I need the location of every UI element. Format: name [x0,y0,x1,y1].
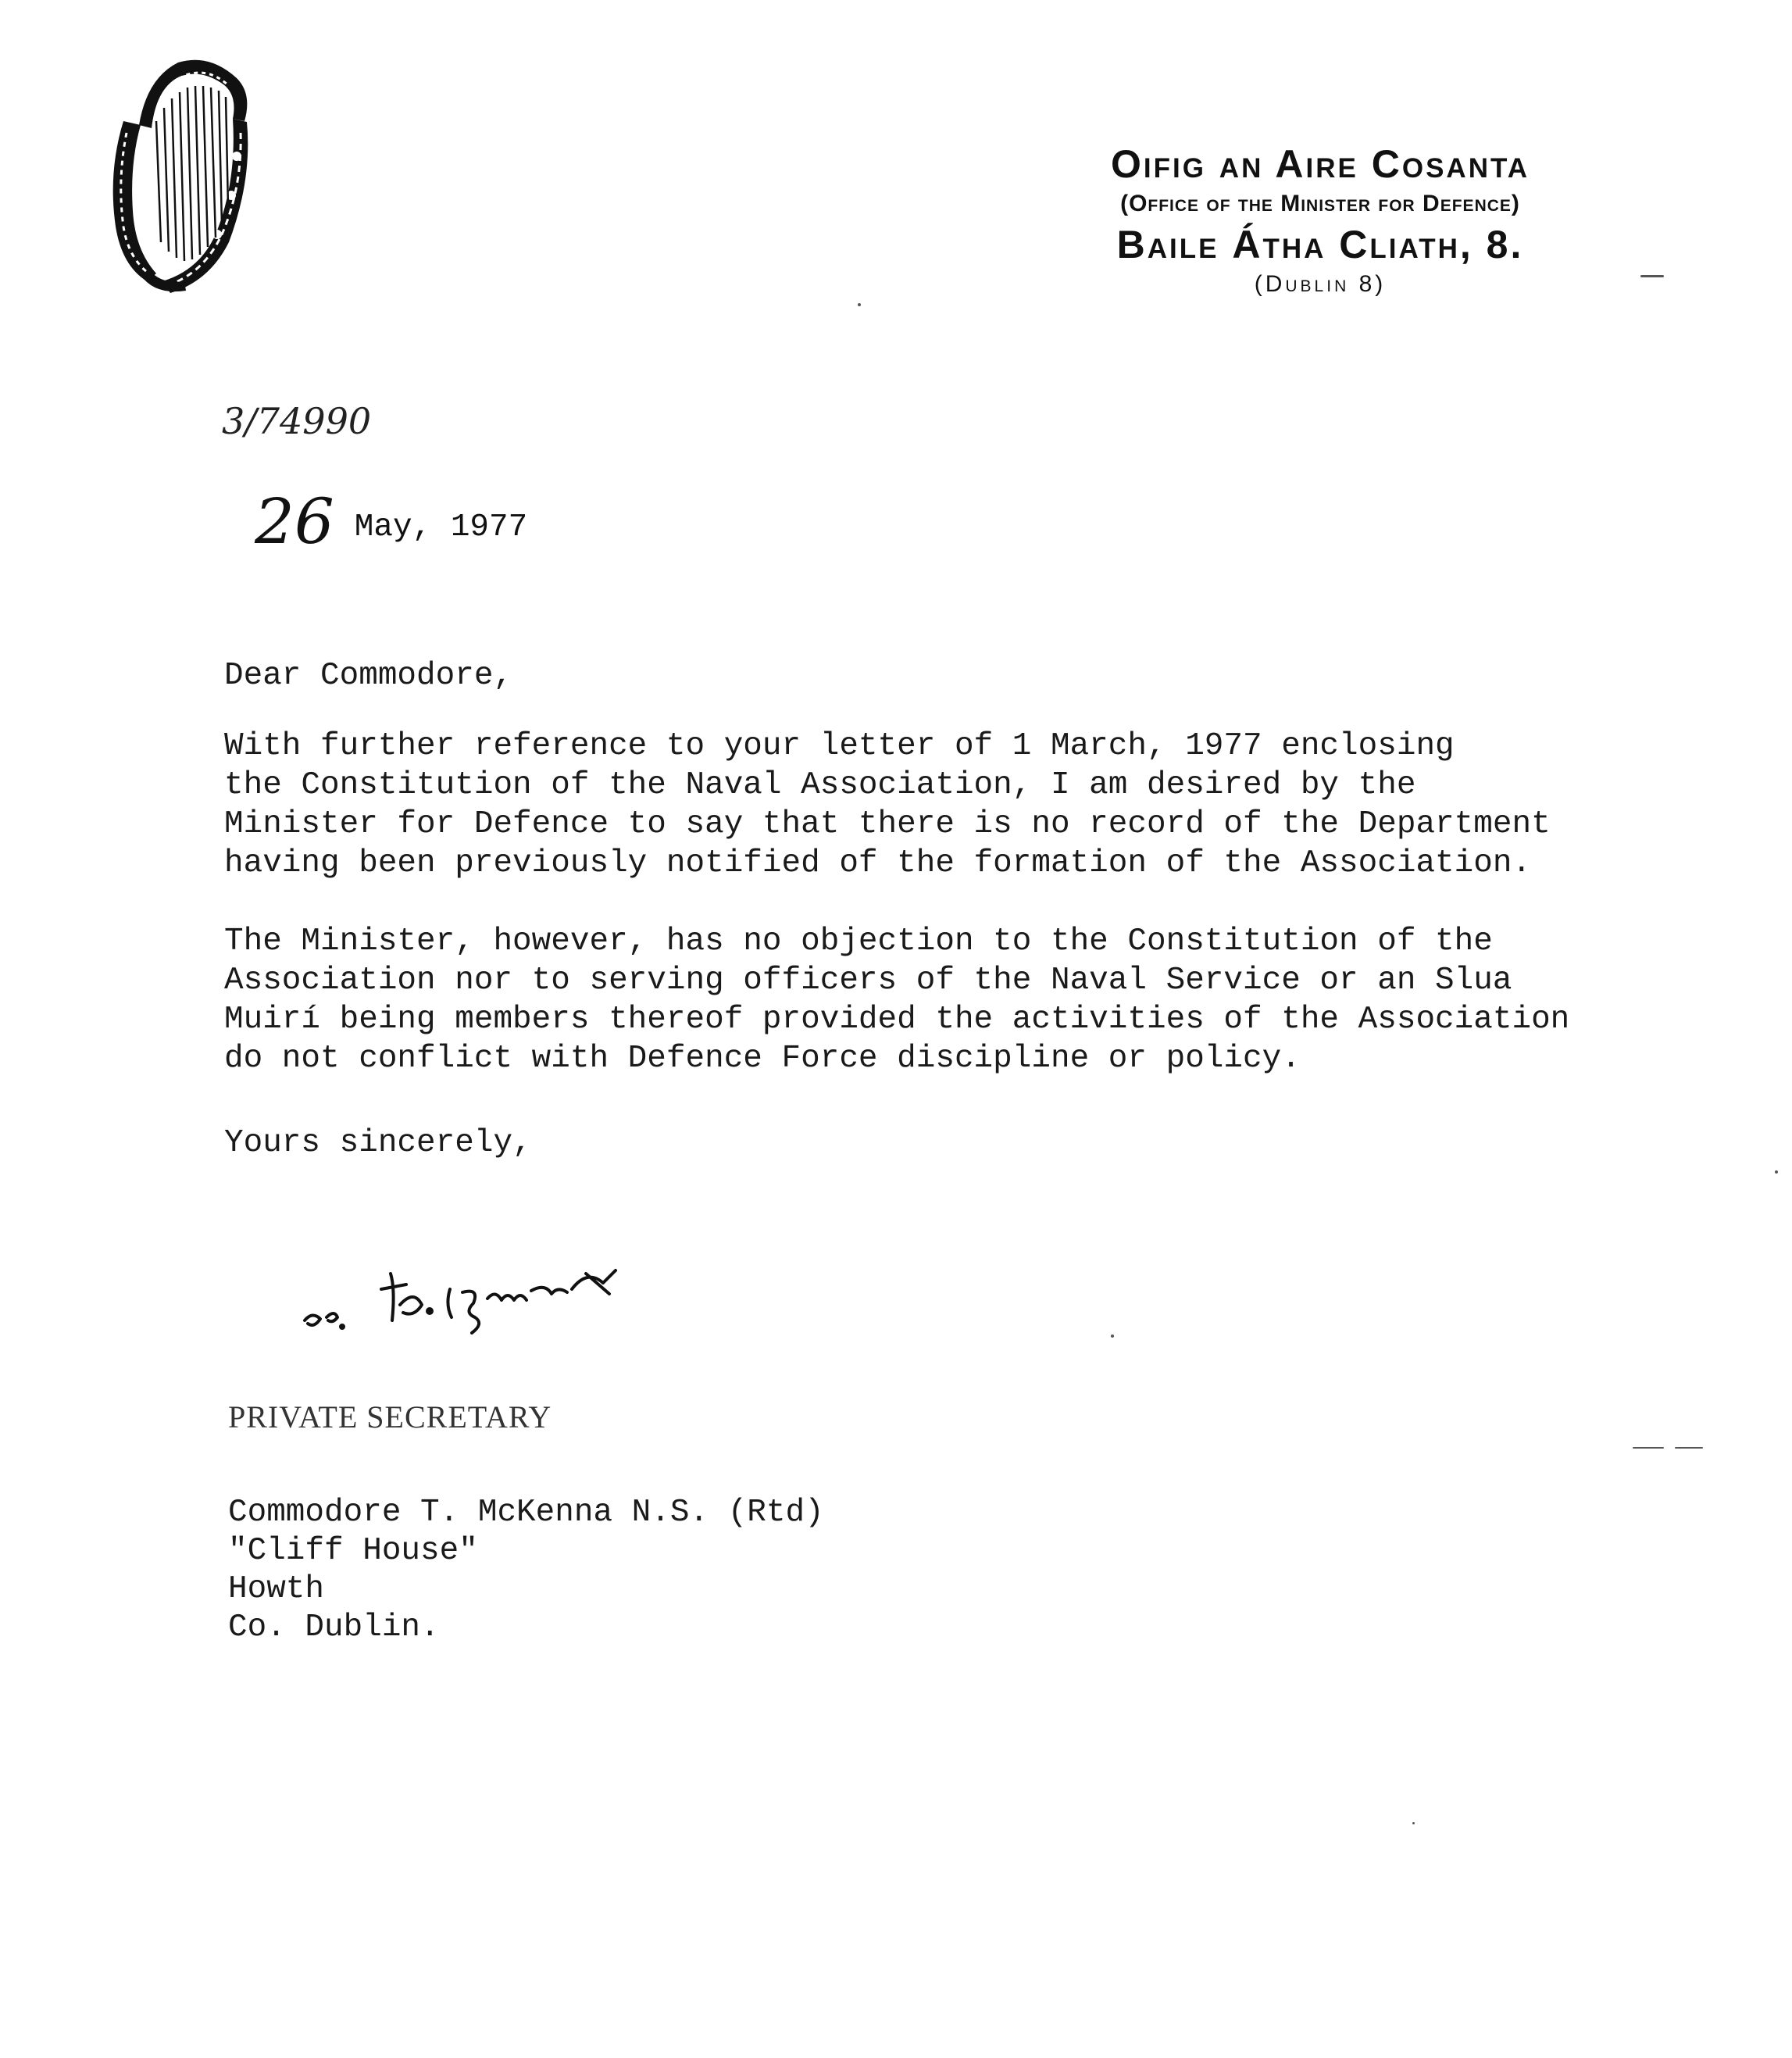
paragraph-line: having been previously notified of the formation of the Association. [224,845,1532,881]
address-line: Commodore T. McKenna N.S. (Rtd) [228,1495,824,1531]
scan-speck [858,303,861,306]
scan-speck [1633,1447,1664,1449]
scan-speck [1640,275,1664,277]
paragraph-line: Muirí being members thereof provided the activities of the Association [224,1002,1570,1038]
letter-date [255,485,528,558]
recipient-address [228,1494,824,1647]
closing: Yours sincerely, [224,1125,532,1161]
address-line: Co. Dublin. [228,1610,440,1645]
paragraph-line: the Constitution of the Naval Association, I am desired by the [224,767,1416,803]
address-line: "Cliff House" [228,1533,478,1569]
scan-speck [1675,1447,1703,1449]
handwritten-signature [297,1242,641,1352]
paragraph-line: The Minister, however, has no objection to the Constitution of the [224,924,1493,959]
paragraph-line: do not conflict with Defence Force discipline or policy. [224,1041,1301,1077]
date-day-handwritten: 26 [255,485,334,558]
letterhead-city-english: (Dublin 8) [1254,271,1387,297]
paragraph-line: Minister for Defence to say that there is no record of the Department [224,806,1551,842]
signatory-title: PRIVATE SECRETARY [228,1399,552,1435]
scan-speck [1412,1822,1415,1824]
letterhead-city-irish: Baile Átha Cliath, 8. [1116,223,1524,266]
scan-speck [1111,1334,1114,1338]
paragraph-line: With further reference to your letter of 1 March, 1977 enclosing [224,728,1455,764]
paragraph-line: Association nor to serving officers of the Naval Service or an Slua [224,963,1512,999]
address-line: Howth [228,1571,325,1607]
irish-harp-icon [92,47,260,297]
letterhead-office-irish: Oifig an Aire Cosanta [1110,142,1530,186]
scan-speck [1775,1170,1778,1174]
reference-number: 3/74990 [222,400,372,442]
letterhead-office-english: (Office of the Minister for Defence) [1120,191,1520,216]
salutation: Dear Commodore, [224,658,513,694]
date-month-year: May, 1977 [354,509,528,545]
body-paragraph-1 [224,727,1646,883]
letterhead [1008,141,1633,300]
body-paragraph-2 [224,922,1646,1078]
